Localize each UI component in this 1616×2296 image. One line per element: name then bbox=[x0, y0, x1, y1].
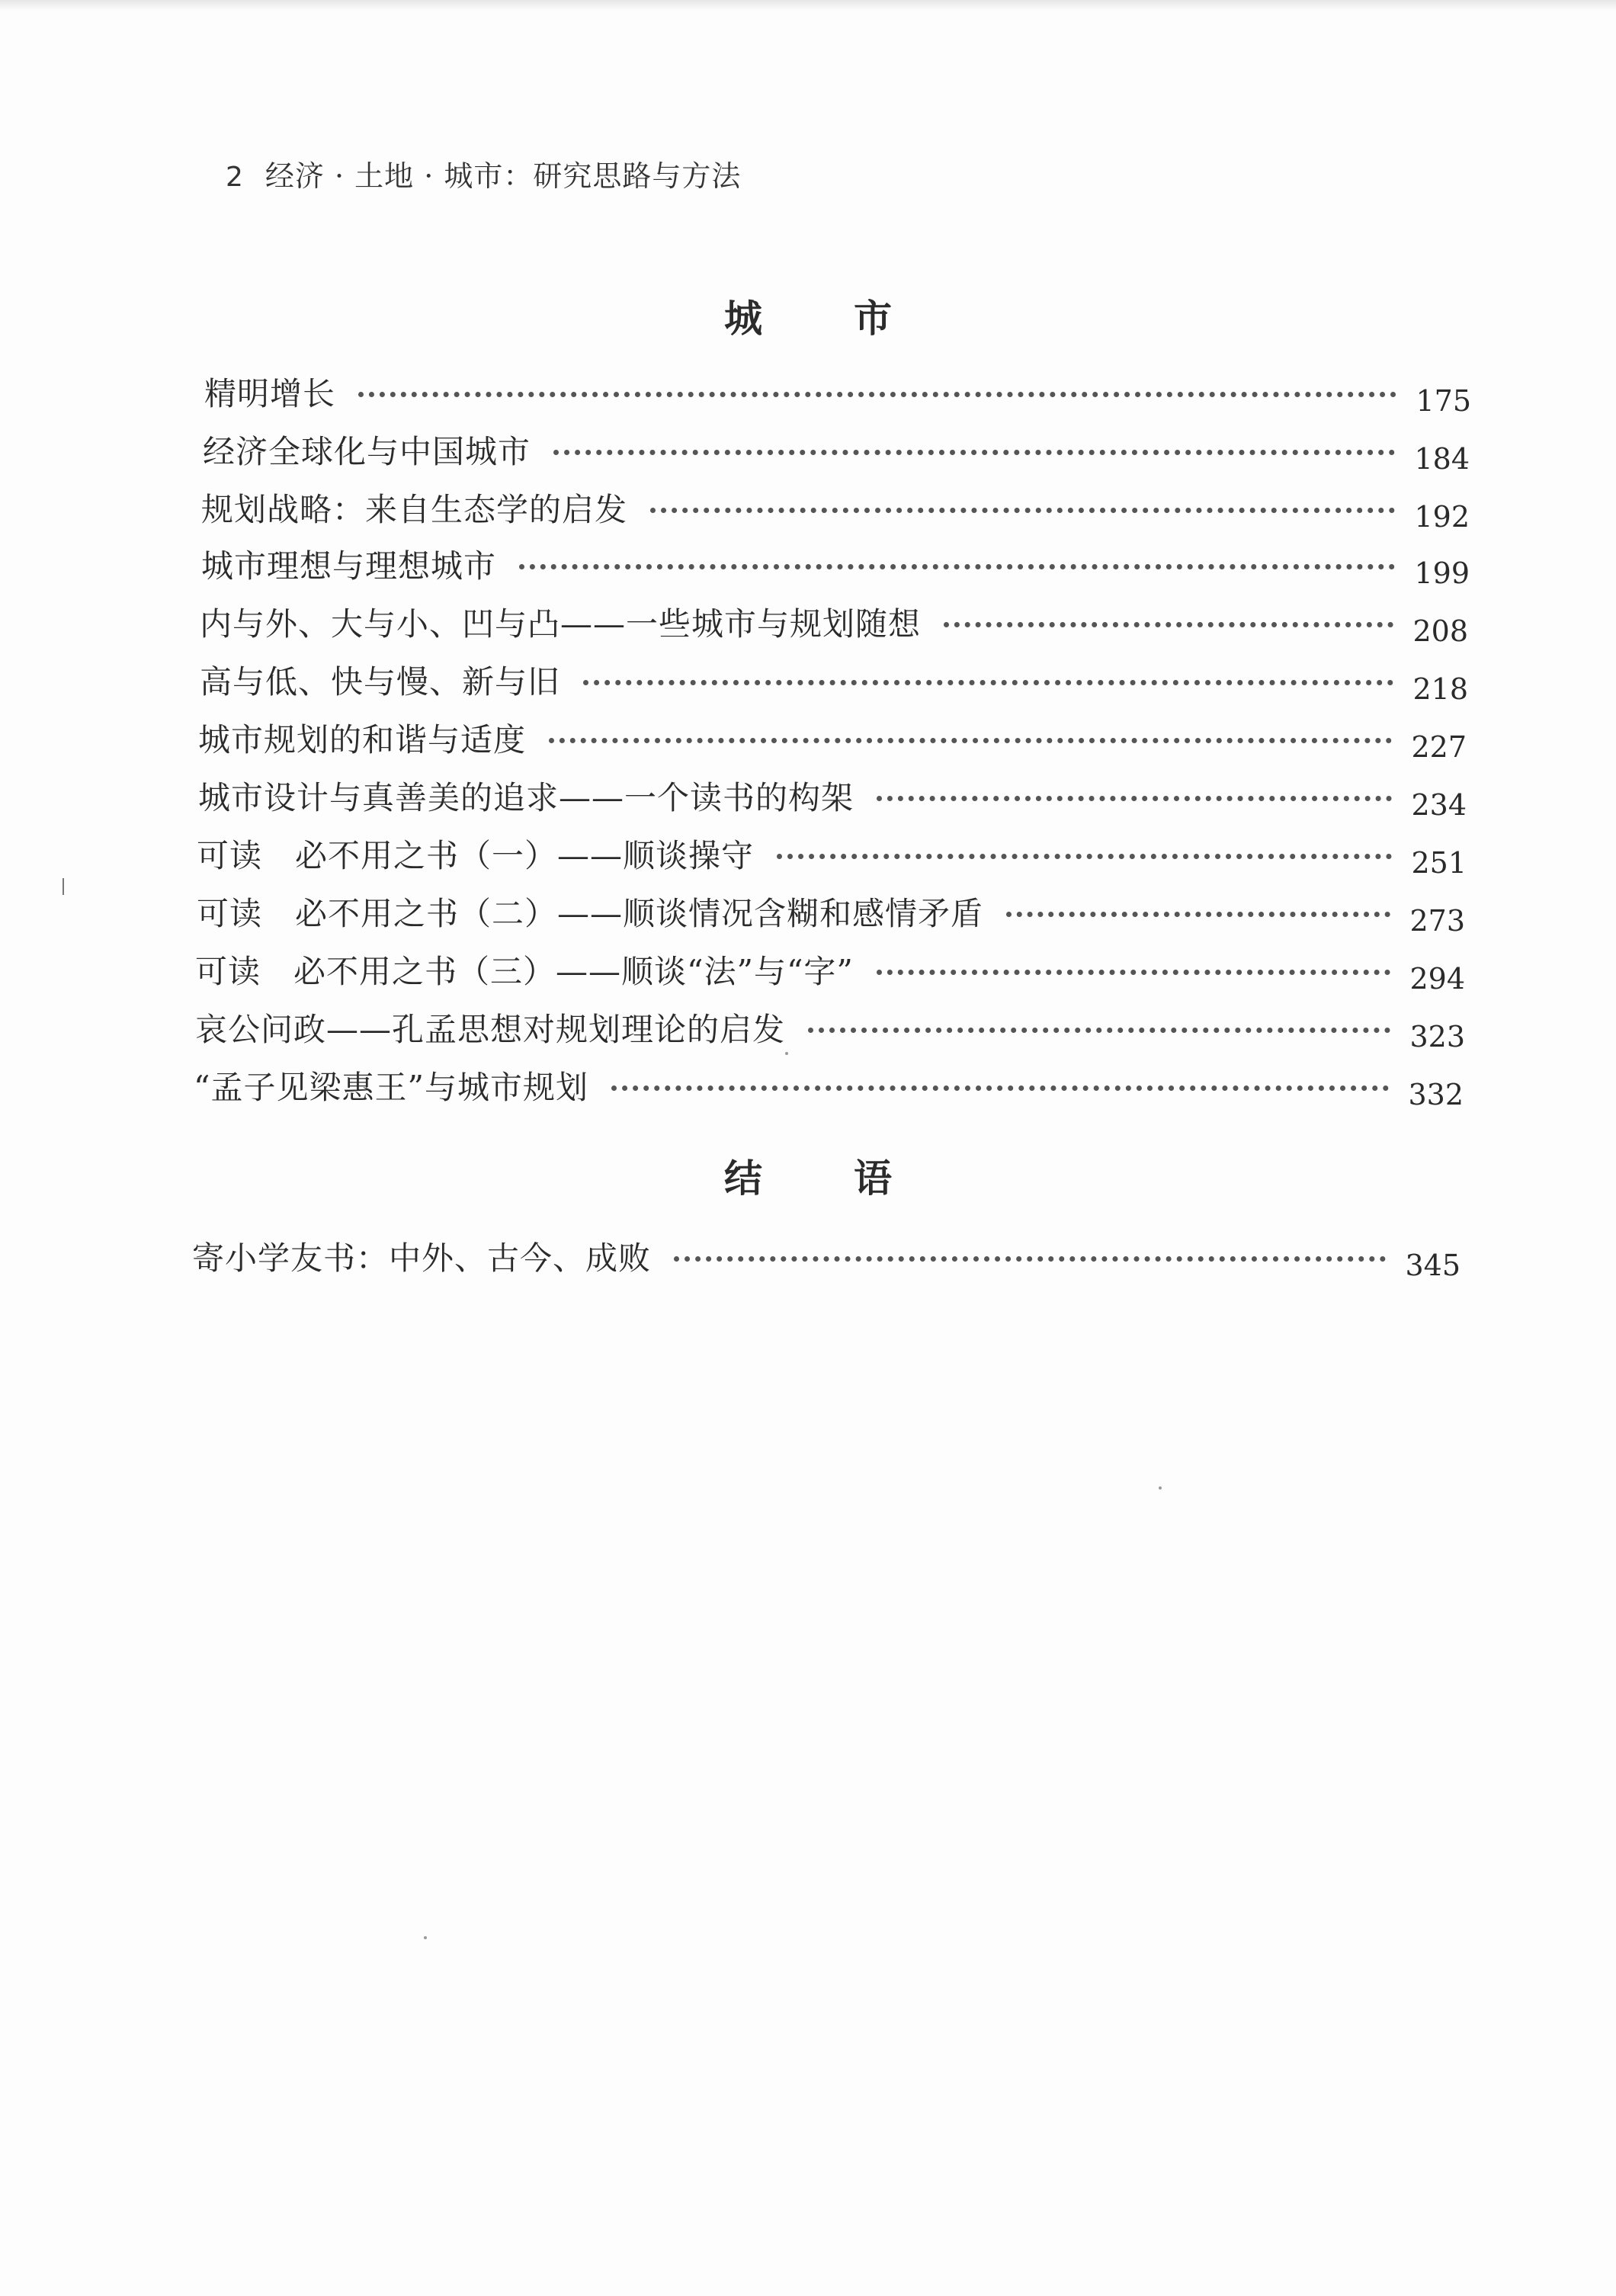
toc-entry-page: 227 bbox=[1411, 730, 1467, 764]
toc-entry[interactable] bbox=[203, 427, 1470, 476]
dot-leader bbox=[808, 1028, 1390, 1033]
dot-leader bbox=[519, 564, 1395, 569]
scan-top-edge bbox=[0, 0, 1616, 11]
toc-entry-title: 城市设计与真善美的追求——一个读书的构架 bbox=[198, 779, 854, 816]
toc-entry-page: 332 bbox=[1408, 1078, 1464, 1111]
toc-entry-title: 可读 必不用之书（二）——顺谈情况含糊和感情矛盾 bbox=[197, 895, 984, 932]
toc-entry-title: 可读 必不用之书（一）——顺谈操守 bbox=[197, 837, 755, 874]
dot-leader bbox=[674, 1256, 1386, 1262]
toc-entry-title: 哀公问政——孔孟思想对规划理论的启发 bbox=[195, 1011, 786, 1048]
scan-speck bbox=[785, 1052, 788, 1055]
dot-leader bbox=[358, 392, 1396, 397]
dot-leader bbox=[877, 796, 1392, 801]
section-heading-conclusion: 结语 bbox=[724, 1156, 983, 1201]
page-number: 2 bbox=[226, 162, 244, 193]
toc-entry-title: 内与外、大与小、凹与凸——一些城市与规划随想 bbox=[200, 605, 922, 643]
dot-leader bbox=[944, 622, 1393, 627]
dot-leader bbox=[877, 970, 1390, 975]
toc-entry-title: 城市理想与理想城市 bbox=[201, 547, 497, 585]
toc-entry-page: 218 bbox=[1412, 672, 1468, 706]
dot-leader bbox=[650, 508, 1395, 513]
dot-leader bbox=[611, 1085, 1389, 1091]
toc-entry-title: 城市规划的和谐与适度 bbox=[198, 721, 527, 758]
running-head bbox=[226, 152, 741, 194]
toc-entry[interactable] bbox=[195, 947, 1465, 996]
toc-entry[interactable] bbox=[201, 485, 1470, 534]
toc-entry-title: 精明增长 bbox=[204, 375, 336, 412]
toc-entry-title: 高与低、快与慢、新与旧 bbox=[200, 663, 561, 701]
toc-entry-page: 199 bbox=[1414, 556, 1470, 590]
dot-leader bbox=[549, 738, 1392, 743]
toc-entry-page: 175 bbox=[1416, 384, 1471, 418]
toc-entry-page: 251 bbox=[1411, 846, 1467, 880]
dot-leader bbox=[583, 680, 1393, 685]
toc-entry-page: 192 bbox=[1414, 500, 1470, 534]
toc-entry[interactable] bbox=[204, 369, 1471, 418]
book-title: 经济 · 土地 · 城市：研究思路与方法 bbox=[265, 159, 742, 193]
toc-entry-page: 208 bbox=[1412, 614, 1468, 648]
scan-speck bbox=[424, 1936, 427, 1939]
toc-entry-page: 273 bbox=[1409, 904, 1465, 938]
toc-entry-title: 可读 必不用之书（三）——顺谈“法”与“字” bbox=[195, 953, 854, 990]
toc-entry-page: 294 bbox=[1409, 962, 1465, 996]
toc-entry[interactable] bbox=[200, 599, 1468, 648]
toc-entry-page: 184 bbox=[1414, 442, 1470, 476]
toc-entry-page: 345 bbox=[1405, 1249, 1460, 1282]
toc-entry[interactable] bbox=[195, 1005, 1465, 1053]
section-heading-city: 城市 bbox=[724, 297, 983, 341]
toc-entry-title: 规划战略：来自生态学的启发 bbox=[201, 491, 628, 528]
scan-speck bbox=[1159, 1486, 1162, 1490]
dot-leader bbox=[777, 854, 1392, 859]
toc-entry[interactable] bbox=[200, 657, 1468, 706]
toc-entry[interactable] bbox=[198, 715, 1467, 764]
toc-entry[interactable] bbox=[194, 1063, 1464, 1111]
scan-mark bbox=[63, 878, 64, 895]
dot-leader bbox=[1006, 912, 1390, 917]
toc-entry[interactable] bbox=[201, 541, 1470, 590]
toc-entry[interactable] bbox=[198, 773, 1467, 822]
toc-entry[interactable] bbox=[192, 1233, 1460, 1282]
toc-entry-title: 经济全球化与中国城市 bbox=[203, 433, 531, 470]
toc-entry[interactable] bbox=[197, 831, 1467, 880]
toc-entry-title: 寄小学友书：中外、古今、成败 bbox=[192, 1239, 652, 1277]
toc-entry-page: 234 bbox=[1411, 788, 1467, 822]
toc-entry[interactable] bbox=[197, 889, 1465, 938]
dot-leader bbox=[553, 450, 1395, 455]
toc-entry-title: “孟子见梁惠王”与城市规划 bbox=[194, 1069, 588, 1106]
toc-entry-page: 323 bbox=[1409, 1020, 1465, 1053]
